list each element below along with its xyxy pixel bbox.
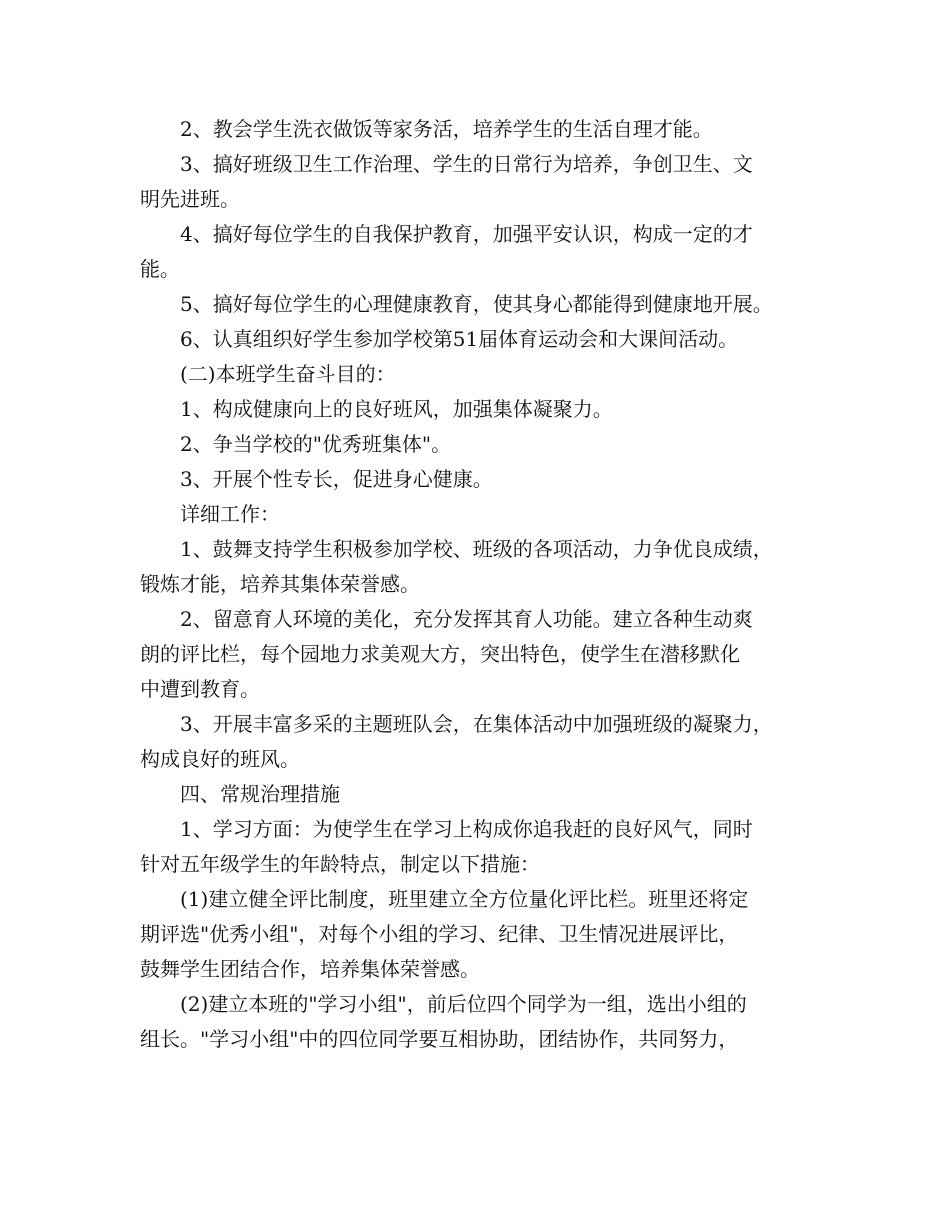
paragraph-line: 5、搞好每位学生的心理健康教育，使其身心都能得到健康地开展。 [180,292,773,316]
paragraph-line: 期评选"优秀小组"，对每个小组的学习、纪律、卫生情况进展评比， [140,922,739,946]
paragraph [140,812,820,882]
paragraph-line: 鼓舞学生团结合作，培养集体荣誉感。 [140,957,480,981]
paragraph-line: 6、认真组织好学生参加学校第51届体育运动会和大课间活动。 [180,327,739,351]
paragraph-line: 四、常规治理措施 [180,782,340,806]
paragraph-line: 3、开展丰富多采的主题班队会，在集体活动中加强班级的凝聚力， [180,712,773,736]
paragraph [140,322,820,357]
document-body [140,112,820,1057]
paragraph [140,427,820,462]
paragraph [140,357,820,392]
paragraph-line: 能。 [140,257,180,281]
paragraph [140,147,820,217]
paragraph-line: (二)本班学生奋斗目的： [180,362,396,386]
paragraph [140,497,820,532]
paragraph-line: 针对五年级学生的年龄特点，制定以下措施： [140,852,540,876]
paragraph-line: 4、搞好每位学生的自我保护教育，加强平安认识，构成一定的才 [180,222,753,246]
paragraph [140,217,820,287]
paragraph-line: 1、鼓舞支持学生积极参加学校、班级的各项活动，力争优良成绩， [180,537,773,561]
paragraph-line: 组长。"学习小组"中的四位同学要互相协助，团结协作，共同努力， [140,1027,739,1051]
paragraph-line: 2、留意育人环境的美化，充分发挥其育人功能。建立各种生动爽 [180,607,753,631]
paragraph-line: 锻炼才能，培养其集体荣誉感。 [140,572,420,596]
paragraph [140,392,820,427]
paragraph [140,112,820,147]
paragraph [140,462,820,497]
paragraph [140,707,820,777]
paragraph-line: 中遭到教育。 [140,677,260,701]
paragraph-line: 朗的评比栏，每个园地力求美观大方，突出特色，使学生在潜移默化 [140,642,740,666]
paragraph [140,602,820,707]
paragraph-line: 3、开展个性专长，促进身心健康。 [180,467,493,491]
paragraph-line: (2)建立本班的"学习小组"，前后位四个同学为一组，选出小组的 [180,992,747,1016]
paragraph-line: 2、争当学校的"优秀班集体"。 [180,432,452,456]
paragraph [140,287,820,322]
paragraph-line: 构成良好的班风。 [140,747,300,771]
paragraph [140,777,820,812]
paragraph [140,532,820,602]
paragraph-line: (1)建立健全评比制度，班里建立全方位量化评比栏。班里还将定 [180,887,749,911]
paragraph [140,987,820,1057]
paragraph [140,882,820,987]
paragraph-line: 3、搞好班级卫生工作治理、学生的日常行为培养，争创卫生、文 [180,152,753,176]
paragraph-line: 详细工作： [180,502,280,526]
paragraph-line: 1、学习方面：为使学生在学习上构成你追我赶的良好风气，同时 [180,817,753,841]
paragraph-line: 1、构成健康向上的良好班风，加强集体凝聚力。 [180,397,613,421]
paragraph-line: 明先进班。 [140,187,240,211]
paragraph-line: 2、教会学生洗衣做饭等家务活，培养学生的生活自理才能。 [180,117,713,141]
